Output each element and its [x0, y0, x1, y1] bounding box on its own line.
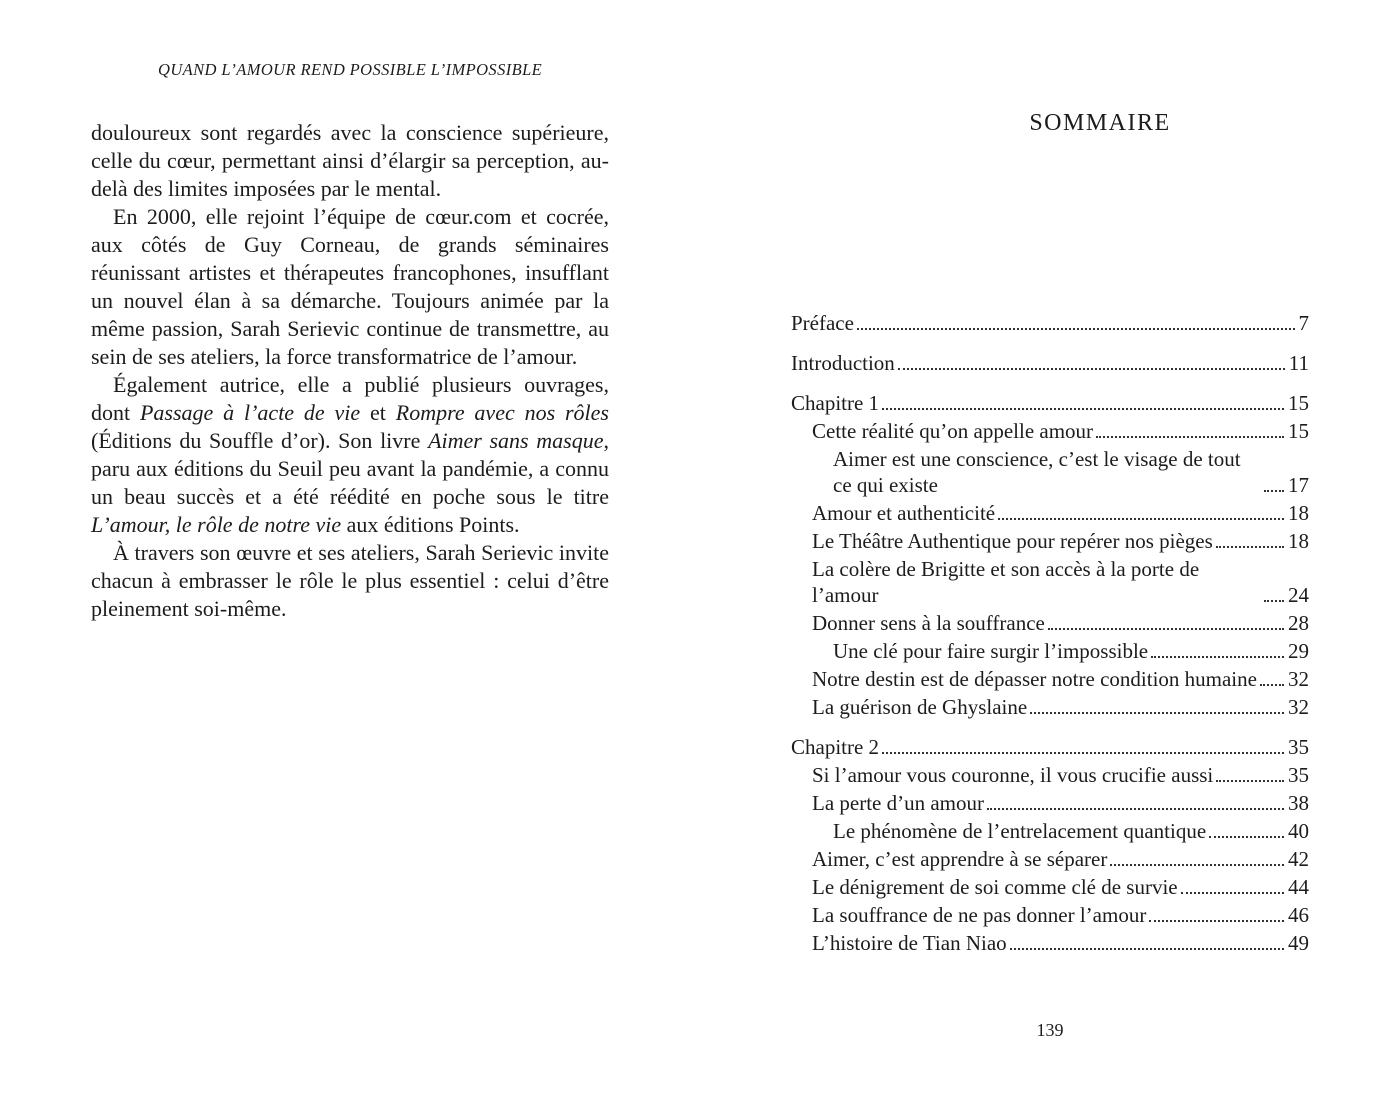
toc-entry-page: 11 — [1288, 351, 1309, 375]
toc-entry-page: 7 — [1298, 311, 1309, 335]
dot-leader — [898, 368, 1285, 370]
paragraph: À travers son œuvre et ses ateliers, Sarah Serievic invite chacun à embrasser le rôle le plus essentiel : celui d’être pleinement soi-même. — [91, 540, 609, 621]
toc-entry-label: Chapitre 2 — [791, 735, 880, 759]
toc-entry-page: 38 — [1288, 791, 1309, 815]
toc-entry[interactable] — [791, 390, 1309, 416]
toc-entry-page: 15 — [1288, 419, 1309, 443]
paragraph: douloureux sont regardés avec la conscience supérieure, celle du cœur, permettant ainsi d’élargir sa perception, au-delà des limites imposées par le mental. — [91, 120, 609, 201]
dot-leader — [1151, 656, 1284, 658]
toc-entry-page: 24 — [1288, 583, 1309, 607]
text-run: (Éditions du Souffle d’or). Son livre — [91, 428, 429, 453]
toc-entry[interactable] — [791, 846, 1309, 872]
book-title: Passage à l’acte de vie — [139, 400, 361, 425]
toc-title — [700, 110, 1400, 137]
paragraph: En 2000, elle rejoint l’équipe de cœur.com et cocrée, aux côtés de Guy Corneau, de grands séminaires réunissant artistes et thérapeutes francophones, insufflant un nouvel élan à sa démarche. Toujours animée par la même passion, Sarah Serievic continue de transmettre, au sein de ses ateliers, la force transformatrice de l’amour. — [91, 204, 609, 369]
dot-leader — [998, 518, 1284, 520]
toc-entry[interactable] — [791, 610, 1309, 636]
toc-entry-label: Aimer, c’est apprendre à se séparer — [812, 847, 1108, 871]
toc-entry[interactable] — [791, 310, 1309, 336]
dot-leader — [1096, 436, 1284, 438]
toc-entry[interactable] — [791, 694, 1309, 720]
toc-entry[interactable] — [791, 418, 1309, 444]
toc-entry[interactable] — [791, 874, 1309, 900]
text-run: Également autrice, elle a publié plusieurs ouvrages, dont — [91, 372, 609, 425]
toc-entry-label: Aimer est une conscience, c’est le visage de tout ce qui existe — [833, 447, 1241, 497]
toc-entry[interactable] — [791, 902, 1309, 928]
running-head: QUAND L’AMOUR REND POSSIBLE L’IMPOSSIBLE — [158, 60, 543, 79]
book-title: L’amour, le rôle de notre vie — [91, 512, 342, 537]
toc-entry-page: 40 — [1288, 819, 1309, 843]
body-text — [91, 119, 609, 623]
toc-entry[interactable] — [791, 350, 1309, 376]
table-of-contents — [791, 310, 1309, 958]
toc-entry-page: 35 — [1288, 735, 1309, 759]
toc-entry[interactable] — [791, 556, 1309, 608]
toc-entry-page: 29 — [1288, 639, 1309, 663]
toc-entry-label: L’histoire de Tian Niao — [812, 931, 1007, 955]
toc-entry-page: 18 — [1288, 501, 1309, 525]
dot-leader — [1010, 948, 1284, 950]
toc-entry[interactable] — [791, 638, 1309, 664]
dot-leader — [1264, 490, 1284, 492]
dot-leader — [987, 808, 1284, 810]
toc-title-text: SOMMAIRE — [1029, 110, 1171, 136]
toc-entry[interactable] — [791, 446, 1309, 498]
toc-entry-page: 42 — [1288, 847, 1309, 871]
toc-entry-label: La colère de Brigitte et son accès à la porte de l’amour — [812, 557, 1200, 607]
toc-entry[interactable] — [791, 930, 1309, 956]
toc-entry-label: Le Théâtre Authentique pour repérer nos pièges — [812, 529, 1213, 553]
toc-entry[interactable] — [791, 790, 1309, 816]
toc-entry-page: 17 — [1288, 473, 1309, 497]
toc-entry-label: Cette réalité qu’on appelle amour — [812, 419, 1094, 443]
dot-leader — [1181, 892, 1284, 894]
paragraph — [91, 371, 609, 539]
toc-entry-page: 32 — [1288, 667, 1309, 691]
toc-entry-label: Donner sens à la souffrance — [812, 611, 1045, 635]
dot-leader — [882, 408, 1284, 410]
toc-entry-label: Préface — [791, 311, 854, 335]
dot-leader — [1216, 780, 1284, 782]
toc-entry-label: Une clé pour faire surgir l’impossible — [833, 639, 1149, 663]
dot-leader — [882, 752, 1284, 754]
toc-entry-label: La souffrance de ne pas donner l’amour — [812, 903, 1147, 927]
right-page — [700, 0, 1400, 1115]
dot-leader — [1209, 836, 1284, 838]
dot-leader — [1216, 546, 1284, 548]
dot-leader — [857, 328, 1295, 330]
book-title: Rompre avec nos rôles — [395, 400, 609, 425]
toc-entry-label: Chapitre 1 — [791, 391, 880, 415]
toc-entry[interactable] — [791, 528, 1309, 554]
toc-entry[interactable] — [791, 666, 1309, 692]
dot-leader — [1260, 684, 1284, 686]
toc-entry-page: 35 — [1288, 763, 1309, 787]
text-run: et — [360, 400, 396, 425]
toc-entry-page: 15 — [1288, 391, 1309, 415]
text-run: , paru aux éditions du Seuil peu avant la pandémie, a connu un beau succès et a été réédité en poche sous le titre — [91, 428, 609, 509]
toc-entry[interactable] — [791, 500, 1309, 526]
book-title: Aimer sans masque — [428, 428, 604, 453]
toc-entry-page: 46 — [1288, 903, 1309, 927]
toc-entry-page: 44 — [1288, 875, 1309, 899]
text-run: aux éditions Points. — [341, 512, 520, 537]
toc-entry-label: Le dénigrement de soi comme clé de survie — [812, 875, 1178, 899]
toc-entry-label: Notre destin est de dépasser notre condition humaine — [812, 667, 1257, 691]
toc-entry[interactable] — [791, 734, 1309, 760]
toc-entry-label: Amour et authenticité — [812, 501, 996, 525]
dot-leader — [1264, 600, 1284, 602]
toc-entry-page: 18 — [1288, 529, 1309, 553]
toc-entry-page: 49 — [1288, 931, 1309, 955]
page-number — [700, 1020, 1400, 1041]
dot-leader — [1149, 920, 1284, 922]
toc-entry-label: Introduction — [791, 351, 895, 375]
toc-entry-label: Le phénomène de l’entrelacement quantique — [833, 819, 1207, 843]
dot-leader — [1110, 864, 1284, 866]
toc-entry[interactable] — [791, 762, 1309, 788]
toc-entry-label: La guérison de Ghyslaine — [812, 695, 1028, 719]
toc-entry-label: Si l’amour vous couronne, il vous crucifie aussi — [812, 763, 1214, 787]
toc-entry-page: 28 — [1288, 611, 1309, 635]
toc-entry-label: La perte d’un amour — [812, 791, 985, 815]
dot-leader — [1030, 712, 1284, 714]
page-number-text: 139 — [1036, 1020, 1064, 1040]
toc-entry[interactable] — [791, 818, 1309, 844]
toc-entry-page: 32 — [1288, 695, 1309, 719]
dot-leader — [1048, 628, 1284, 630]
